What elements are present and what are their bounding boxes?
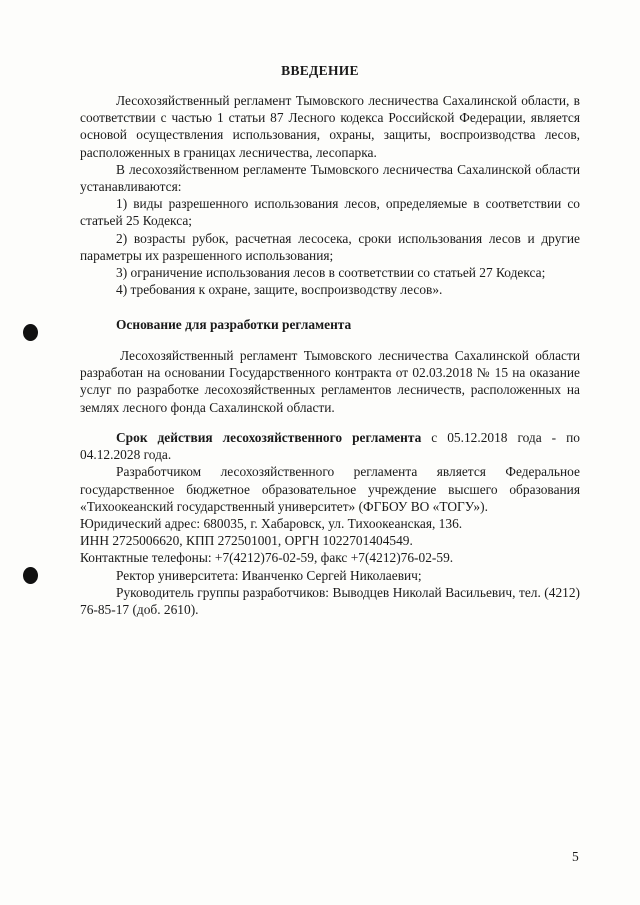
intro-paragraph: Лесохозяйственный регламент Тымовского лесничества Сахалинской области, в соответствии с частью 1 статьи 87 Лесного кодекса Российской Федерации, является основой осуществления использования, охраны, защиты, воспроизводства лесов, расположенных в границах лесничества, лесопарка.: [80, 93, 580, 160]
term-paragraph: [80, 429, 580, 463]
section-title: ВВЕДЕНИЕ: [281, 63, 359, 78]
intro-paragraph: В лесохозяйственном регламенте Тымовского лесничества Сахалинской области устанавливаются:: [80, 161, 580, 195]
lead-developer-line: Руководитель группы разработчиков: Выводцев Николай Васильевич, тел. (4212) 76-85-17 (доб. 2610).: [80, 584, 580, 618]
list-item: 3) ограничение использования лесов в соответствии со статьей 27 Кодекса;: [116, 265, 546, 281]
punch-hole: [23, 567, 38, 584]
page-number: 5: [572, 849, 579, 864]
term-dates: с 05.12.2018 года - по 04.12.2028 года.: [80, 430, 580, 463]
legal-address: Юридический адрес: 680035, г. Хабаровск, ул. Тихоокеанская, 136.: [80, 516, 463, 532]
term-section: [80, 429, 580, 618]
basis-text-block: [80, 347, 580, 416]
contact-phones: Контактные телефоны: +7(4212)76-02-59, факс +7(4212)76-02-59.: [80, 550, 454, 566]
legal-ids: ИНН 2725006620, КПП 272501001, ОРГН 1022701404549.: [80, 533, 413, 549]
basis-paragraph: Лесохозяйственный регламент Тымовского лесничества Сахалинской области разработан на основании Государственного контракта от 02.03.2018 № 15 на оказание услуг по разработке лесохозяйственных регламентов лесничеств, расположенных на землях лесного фонда Сахалинской области.: [80, 348, 580, 415]
intro-section: [80, 92, 580, 298]
list-item: 1) виды разрешенного использования лесов, определяемые в соответствии со статьей 25 Кодекса;: [80, 196, 580, 229]
basis-section: [80, 316, 580, 333]
rector-line: Ректор университета: Иванченко Сергей Николаевич;: [116, 567, 422, 583]
list-item: 2) возрасты рубок, расчетная лесосека, сроки использования лесов и другие параметры их разрешенного использования;: [80, 230, 580, 263]
developer-paragraph: Разработчиком лесохозяйственного регламента является Федеральное государственное бюджетное образовательное учреждение высшего образования «Тихоокеанский государственный университет» (ФГБОУ ВО «ТОГУ»).: [80, 464, 580, 514]
term-heading: Срок действия лесохозяйственного регламента: [116, 430, 422, 445]
punch-hole: [23, 324, 38, 341]
list-item: 4) требования к охране, защите, воспроизводству лесов».: [116, 282, 443, 298]
basis-heading: Основание для разработки регламента: [116, 317, 352, 332]
